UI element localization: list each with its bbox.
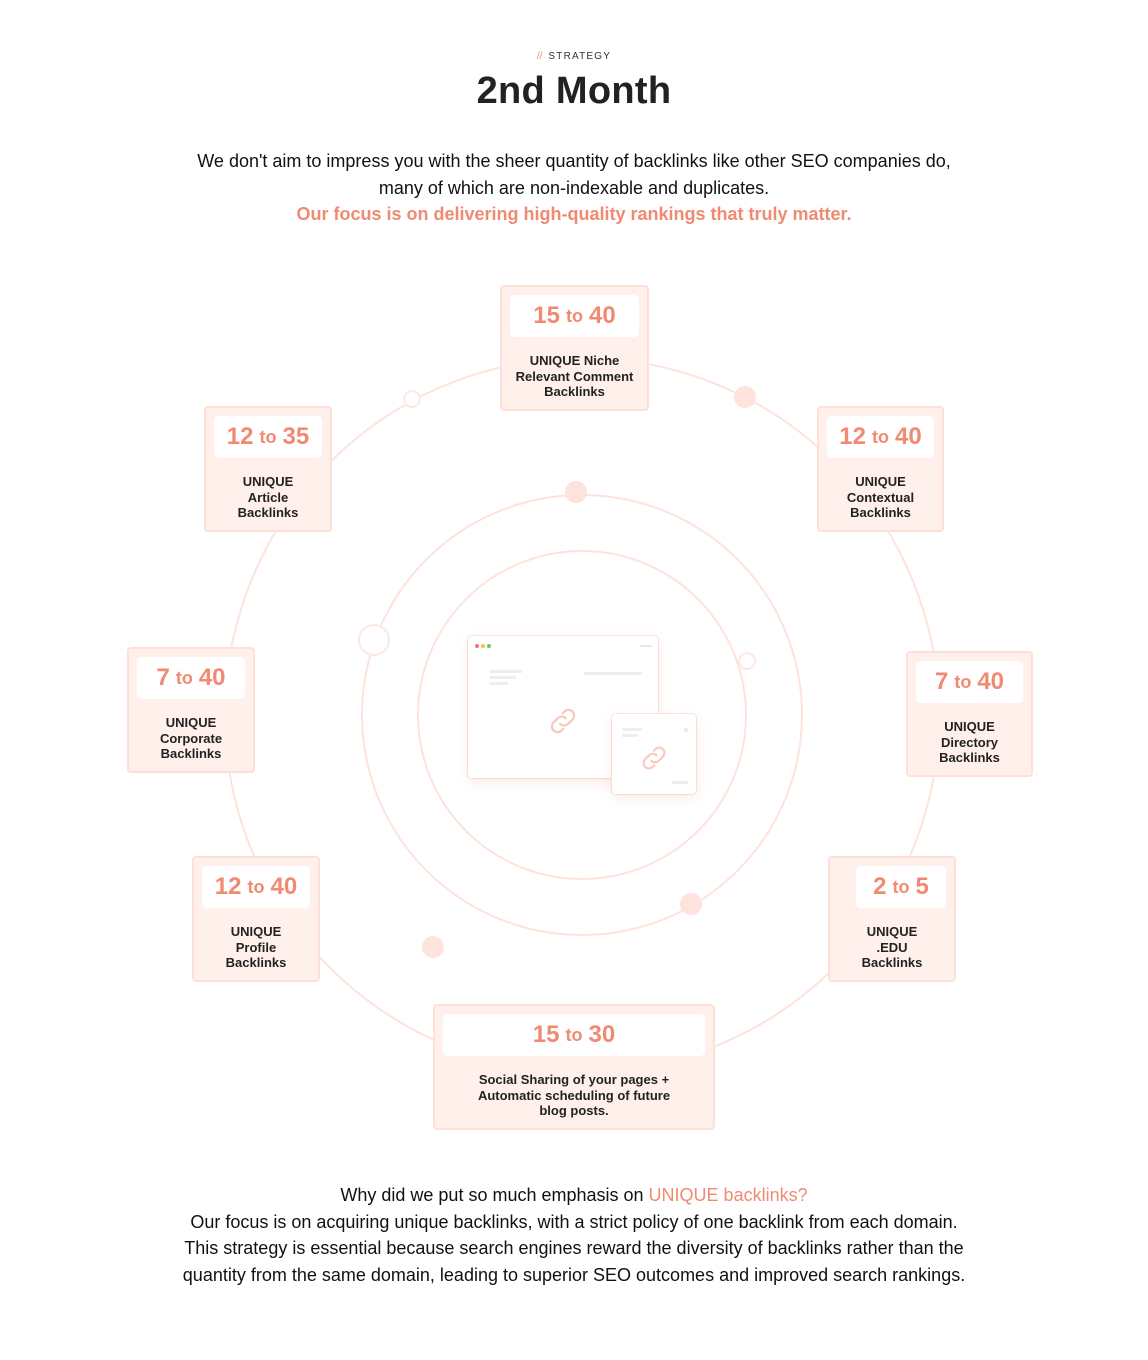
card-label: UNIQUE .EDU Backlinks — [861, 924, 923, 970]
page-title: 2nd Month — [476, 70, 672, 112]
range-to: 40 — [895, 423, 922, 450]
range-from: 12 — [226, 423, 254, 450]
card-label: UNIQUE Contextual Backlinks — [846, 474, 915, 520]
eyebrow-slashes: // — [536, 51, 543, 62]
range-to: 30 — [588, 1021, 616, 1048]
orbit-dot — [359, 625, 389, 655]
range-sep: to — [872, 426, 889, 447]
orbit-dot — [739, 653, 755, 669]
range-to: 40 — [270, 873, 298, 900]
card-range — [916, 661, 1023, 703]
placeholder-line — [490, 676, 516, 679]
traffic-light-yellow — [481, 644, 485, 648]
placeholder-line — [584, 672, 642, 675]
orbit-dot — [734, 386, 756, 408]
range-to: 40 — [977, 668, 1005, 695]
card-range — [202, 866, 310, 908]
window-menu-bar — [640, 645, 652, 647]
outro-question — [174, 1182, 974, 1209]
card-label: UNIQUE Article Backlinks — [237, 474, 299, 520]
strategy-diagram — [0, 270, 1148, 1150]
card-corporate-backlinks — [127, 647, 255, 773]
orbit-dot — [565, 481, 587, 503]
range-sep: to — [259, 426, 277, 447]
intro-paragraph — [174, 148, 974, 228]
range-sep: to — [892, 876, 910, 897]
card-range — [137, 657, 245, 699]
range-to: 35 — [282, 423, 310, 450]
range-sep: to — [565, 1024, 583, 1045]
placeholder-line — [490, 682, 508, 685]
card-label: UNIQUE Corporate Backlinks — [159, 715, 223, 761]
card-range — [827, 416, 934, 458]
range-from: 12 — [214, 873, 242, 900]
range-to: 40 — [198, 664, 226, 691]
placeholder-line — [672, 781, 688, 784]
card-label: UNIQUE Niche Relevant Comment Backlinks — [515, 353, 634, 399]
range-from: 7 — [934, 668, 949, 695]
placeholder-line — [622, 728, 642, 731]
card-edu-backlinks — [828, 856, 956, 982]
range-from: 15 — [532, 1021, 560, 1048]
card-article-backlinks — [204, 406, 332, 532]
traffic-light-green — [487, 644, 491, 648]
range-from: 2 — [873, 873, 887, 900]
outro-question-highlight: UNIQUE backlinks? — [648, 1185, 808, 1205]
card-comment-backlinks — [500, 285, 649, 411]
traffic-light-red — [475, 644, 479, 648]
outro-body: Our focus is on acquiring unique backlinks, with a strict policy of one backlink from each domain. This strategy is essential because search engines reward the diversity of backlinks rather than the quantity from the same domain, leading to superior SEO outcomes and improved search rankings. — [182, 1211, 966, 1285]
link-icon — [638, 742, 670, 774]
outro-paragraph — [174, 1182, 974, 1288]
range-to: 40 — [589, 302, 616, 329]
card-range — [510, 295, 639, 337]
card-social-sharing — [433, 1004, 715, 1130]
close-icon — [684, 728, 688, 732]
range-from: 15 — [533, 302, 560, 329]
popup-window-illustration — [612, 714, 696, 794]
card-contextual-backlinks — [817, 406, 944, 532]
placeholder-line — [622, 734, 638, 737]
placeholder-line — [490, 670, 522, 673]
card-range — [214, 416, 322, 458]
orbit-dot — [422, 936, 444, 958]
card-range — [856, 866, 946, 908]
orbit-dot — [404, 391, 420, 407]
range-from: 7 — [156, 664, 170, 691]
intro-highlight: Our focus is on delivering high-quality rankings that truly matter. — [296, 204, 852, 224]
eyebrow-text: STRATEGY — [548, 51, 612, 62]
range-to: 5 — [915, 873, 929, 900]
card-label: UNIQUE Directory Backlinks — [939, 719, 1000, 765]
card-directory-backlinks — [906, 651, 1033, 777]
card-label: Social Sharing of your pages + Automatic scheduling of future blog posts. — [477, 1072, 671, 1118]
card-range — [443, 1014, 705, 1056]
outro-question-prefix: Why did we put so much emphasis on — [340, 1185, 649, 1205]
card-profile-backlinks — [192, 856, 320, 982]
section-eyebrow — [0, 51, 1148, 62]
range-from: 12 — [839, 423, 866, 450]
range-sep: to — [247, 876, 265, 897]
range-sep: to — [175, 667, 193, 688]
link-icon — [546, 704, 580, 738]
range-sep: to — [954, 671, 972, 692]
orbit-dot — [680, 893, 702, 915]
range-sep: to — [566, 305, 583, 326]
card-label: UNIQUE Profile Backlinks — [225, 924, 287, 970]
intro-text: We don't aim to impress you with the sheer quantity of backlinks like other SEO companies do, many of which are non-indexable and duplicates. — [197, 151, 951, 198]
